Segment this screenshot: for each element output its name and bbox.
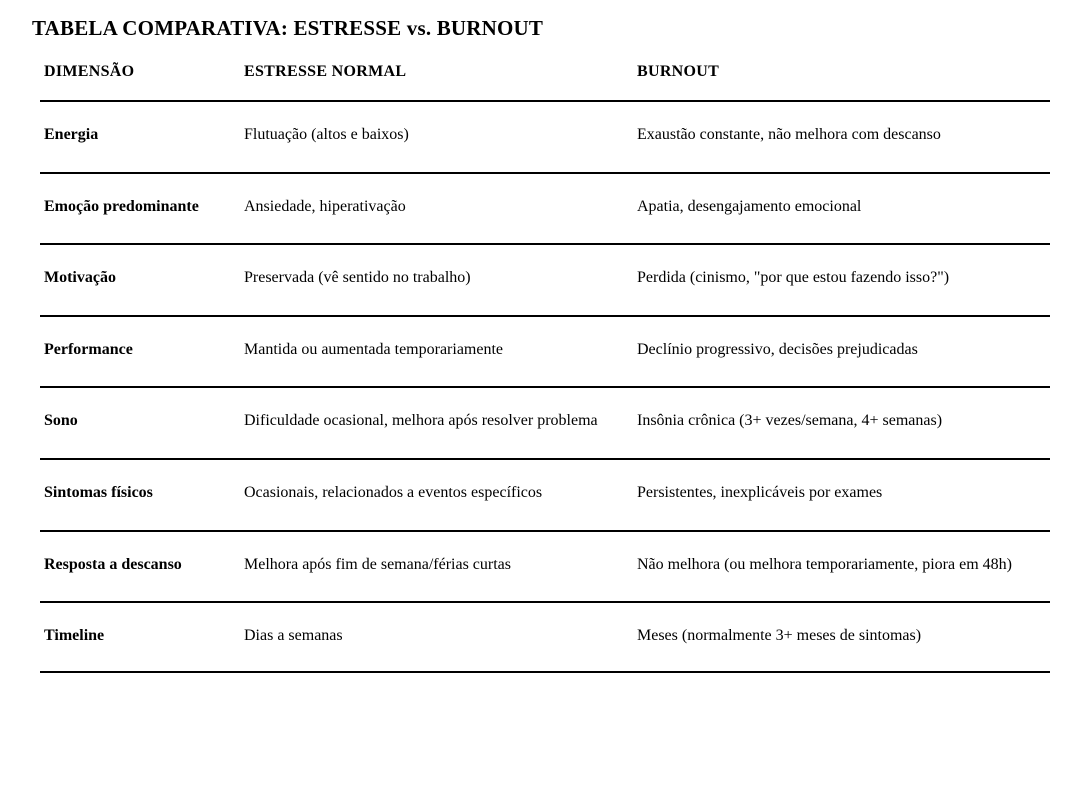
column-header-dimension: DIMENSÃO [40, 62, 240, 101]
table-row [40, 387, 1050, 459]
table-row [40, 602, 1050, 672]
cell-burnout: Declínio progressivo, decisões prejudicadas [633, 316, 1050, 388]
table-body [40, 101, 1050, 672]
comparison-table [40, 62, 1050, 673]
cell-dimension: Sintomas físicos [40, 459, 240, 531]
cell-burnout: Perdida (cinismo, "por que estou fazendo isso?") [633, 244, 1050, 316]
cell-estresse-normal: Dias a semanas [240, 602, 633, 672]
cell-burnout: Meses (normalmente 3+ meses de sintomas) [633, 602, 1050, 672]
table-row [40, 173, 1050, 245]
cell-estresse-normal: Flutuação (altos e baixos) [240, 101, 633, 173]
cell-dimension: Performance [40, 316, 240, 388]
cell-estresse-normal: Ocasionais, relacionados a eventos específicos [240, 459, 633, 531]
page-title: TABELA COMPARATIVA: ESTRESSE vs. BURNOUT [32, 16, 544, 40]
cell-dimension: Emoção predominante [40, 173, 240, 245]
table-row [40, 316, 1050, 388]
cell-dimension: Timeline [40, 602, 240, 672]
cell-burnout: Não melhora (ou melhora temporariamente, piora em 48h) [633, 531, 1050, 603]
cell-dimension: Sono [40, 387, 240, 459]
table-row [40, 459, 1050, 531]
column-header-estresse-normal: ESTRESSE NORMAL [240, 62, 633, 101]
cell-estresse-normal: Ansiedade, hiperativação [240, 173, 633, 245]
table-row [40, 101, 1050, 173]
cell-burnout: Apatia, desengajamento emocional [633, 173, 1050, 245]
column-header-burnout: BURNOUT [633, 62, 1050, 101]
cell-estresse-normal: Preservada (vê sentido no trabalho) [240, 244, 633, 316]
cell-dimension: Motivação [40, 244, 240, 316]
comparison-table-container [40, 62, 1050, 673]
cell-burnout: Persistentes, inexplicáveis por exames [633, 459, 1050, 531]
cell-estresse-normal: Mantida ou aumentada temporariamente [240, 316, 633, 388]
cell-dimension: Resposta a descanso [40, 531, 240, 603]
table-row [40, 531, 1050, 603]
cell-dimension: Energia [40, 101, 240, 173]
table-row [40, 244, 1050, 316]
table-header [40, 62, 1050, 101]
table-header-row [40, 62, 1050, 101]
cell-burnout: Insônia crônica (3+ vezes/semana, 4+ semanas) [633, 387, 1050, 459]
cell-estresse-normal: Dificuldade ocasional, melhora após resolver problema [240, 387, 633, 459]
cell-burnout: Exaustão constante, não melhora com descanso [633, 101, 1050, 173]
cell-estresse-normal: Melhora após fim de semana/férias curtas [240, 531, 633, 603]
